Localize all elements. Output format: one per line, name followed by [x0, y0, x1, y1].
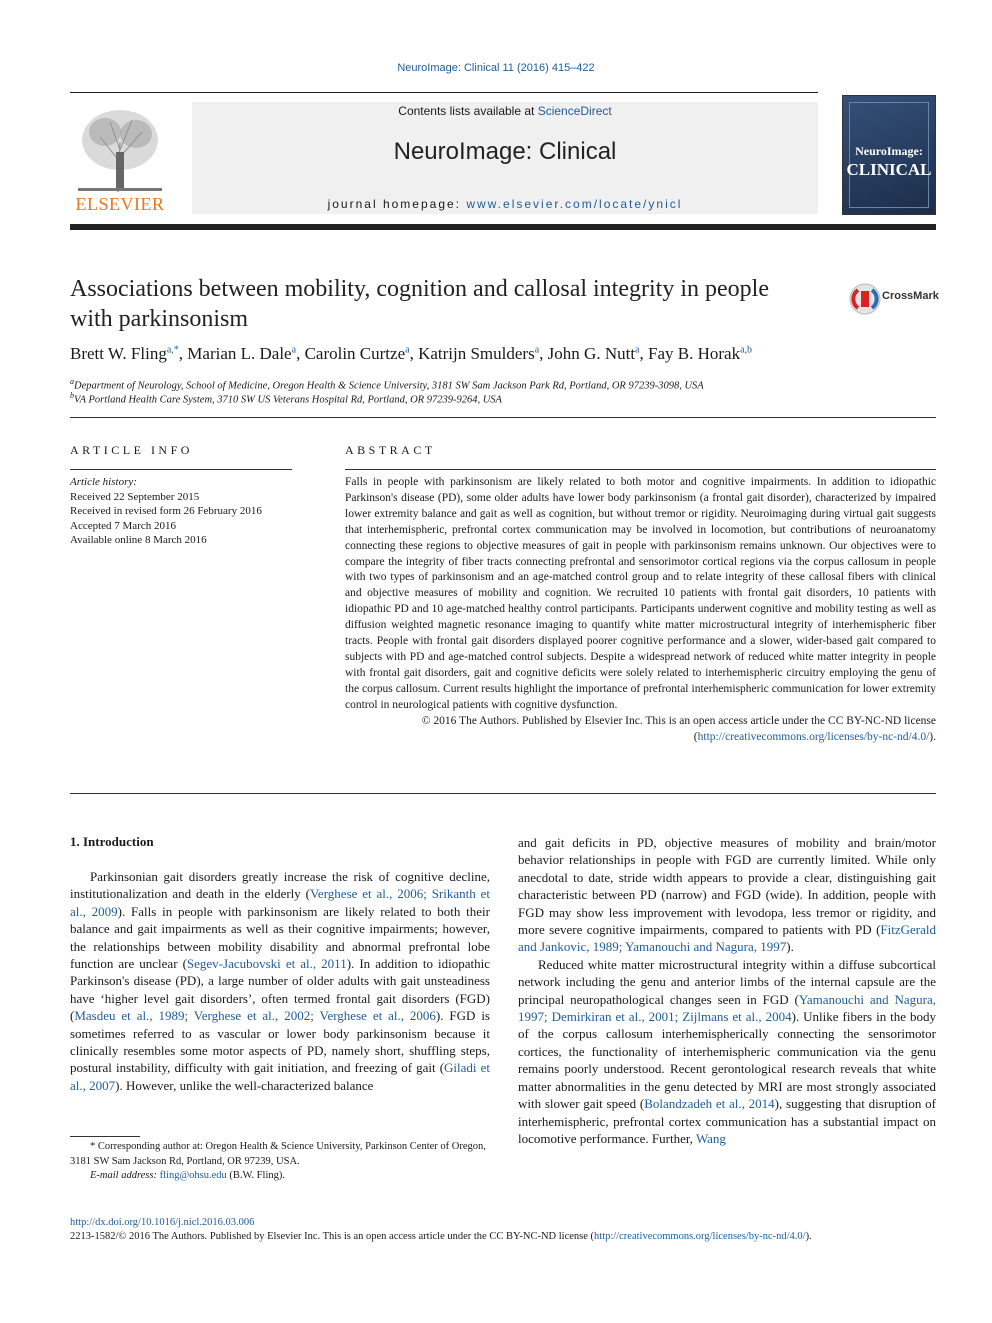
author-affiliation-mark[interactable]: a — [291, 344, 297, 356]
author-name[interactable]: Carolin Curtze — [304, 344, 406, 363]
intro-left-column — [70, 868, 490, 1094]
divider — [345, 469, 936, 470]
author-name[interactable]: Brett W. Fling — [70, 344, 167, 363]
citation-link[interactable]: Bolandzadeh et al., 2014 — [644, 1096, 775, 1112]
article-info-heading: ARTICLE INFO — [70, 443, 193, 457]
abstract-heading: ABSTRACT — [345, 443, 436, 457]
doi-link[interactable]: http://dx.doi.org/10.1016/j.nicl.2016.03.006 — [70, 1217, 255, 1228]
author-affiliation-mark[interactable]: a — [534, 344, 540, 356]
author-list: Brett W. Fling$^{a,*}$, Marian L. Dale$^a$, Carolin Curtze$^a$, Katrijn Smulders$^a$, John G. Nutt$^a$, Fay B. Horak$^{a,b}$ — [70, 344, 753, 363]
article-title: Associations between mobility, cognition and callosal integrity in people with parkinsonism — [70, 276, 769, 332]
citation-link[interactable]: Giladi et al., 2007 — [70, 1060, 490, 1093]
author-affiliation-mark[interactable]: a,b — [740, 344, 753, 356]
author-name[interactable]: Katrijn Smulders — [418, 344, 535, 363]
homepage-link[interactable]: www.elsevier.com/locate/ynicl — [466, 197, 683, 211]
sciencedirect-link[interactable]: ScienceDirect — [537, 104, 612, 118]
author-affiliation-mark[interactable]: a — [405, 344, 410, 356]
copyright-line: © 2016 The Authors. Published by Elsevier Inc. This is an open access article under the CC BY-NC-ND license (http://creativecommons.org/licenses/by-nc-nd/4.0/). — [421, 714, 936, 743]
author-name[interactable]: John G. Nutt — [547, 344, 636, 363]
divider — [70, 417, 936, 418]
email-link[interactable]: fling@ohsu.edu — [159, 1170, 227, 1181]
intro-paragraph: Reduced white matter microstructural integrity within a diffuse subcortical network including the genu and anterior limbs of the internal capsule are the principal neuropathological changes seen in FGD (Yamanouchi and Nagura, 1997; Demirkiran et al., 2001; Zijlmans et al., 2004). Unlike fibers in the body of the corpus callosum interhemispherically connecting the sensorimotor cortices, the functionality of interhemispheric communication via the genu remains poorly understood. Recent gerontological research reveals that white matter abnormalities in the genu detected by MRI are most strongly associated with slower gait speed (Bolandzadeh et al., 2014), suggesting that disruption of interhemispheric, prefrontal cortex communication has a substantial impact on locomotive performance. Further, Wang — [518, 956, 937, 1146]
citation-link[interactable]: Verghese et al., 2006; Srikanth et al., 2009 — [70, 886, 490, 919]
header-top-rule — [70, 92, 818, 93]
citation-link[interactable]: Masdeu et al., 1989; Verghese et al., 2002; Verghese et al., 2006 — [74, 1008, 436, 1024]
affiliation-b: $^b$VA Portland Health Care System, 3710 SW US Veterans Hospital Rd, Portland, OR 97239-9264, USA — [70, 391, 502, 406]
intro-right-column — [518, 834, 936, 1147]
page-footer: http://dx.doi.org/10.1016/j.nicl.2016.03.006 2213-1582/© 2016 The Authors. Published by Elsevier Inc. This is an open access article under the CC BY-NC-ND license (http://creativecommons.org/licenses/by-nc-nd/4.0/). — [70, 1217, 812, 1242]
journal-name: NeuroImage: Clinical — [393, 138, 617, 165]
crossmark-icon[interactable] — [848, 282, 882, 316]
author-affiliation-mark[interactable]: a,* — [166, 344, 179, 356]
abstract-text: Falls in people with parkinsonism are likely related to both motor and cognitive impairments. In addition to idiopathic Parkinson's disease (PD), some older adults have lower body parkinsonism (a frontal gait disorder), characterized by impaired lower extremity balance and gait as well as cognition, but without tremor or rigidity. Neuroimaging during virtual gait suggests that interhemispheric, prefrontal cortex communication may be involved in locomotion, but contributions of neuroanatomy connecting these regions to objective measures of gait in people with parkinsonism remains unknown. Our objectives were to compare the integrity of fiber tracts connecting prefrontal and sensorimotor cortical regions via the corpus callosum in people with two types of parkinsonism and an age-matched control group and to relate integrity of these callosal fibers with clinical and objective measures of mobility and cognition. We recruited 10 patients with frontal gait disorders, 10 patients with idiopathic PD and 10 age-matched healthy control participants. Participants underwent cognitive and mobility testing as well as diffusion weighted magnetic resonance imaging to quantify white matter microstructural integrity of interhemispheric fiber tracts. People with frontal gait disorders displayed poorer cognitive performance and a slower, wider-based gait compared to subjects with PD and age-matched control subjects. Despite a widespread network of reduced white matter integrity in people with frontal gait disorders, gait and cognitive deficits were solely related to interhemispheric circuitry employing the genu of the corpus callosum. Current results highlight the importance of prefrontal interhemispheric communication for lower extremity control in neurological patients with cognitive dysfunction. © 2016 The Authors. Published by Elsevier Inc. This is an open access article under the CC BY-NC-ND license (http://creativecommons.org/licenses/by-nc-nd/4.0/). — [345, 475, 936, 745]
citation-link[interactable]: Yamanouchi and Nagura, 1997; Demirkiran et al., 2001; Zijlmans et al., 2004 — [518, 991, 936, 1025]
author-name[interactable]: Fay B. Horak — [648, 344, 741, 363]
divider — [70, 793, 936, 794]
affiliation-a: $^a$Department of Neurology, School of Medicine, Oregon Health & Science University, 3181 SW Sam Jackson Park Rd, Portland, OR 97239-3098, USA — [70, 377, 704, 392]
divider — [70, 469, 292, 470]
citation-link[interactable]: FitzGerald and Jankovic, 1989; Yamanouchi and Nagura, 1997 — [518, 922, 936, 955]
elsevier-wordmark: ELSEVIER — [75, 194, 165, 214]
contents-line: Contents lists available at ScienceDirect — [398, 104, 612, 118]
footer-license-link[interactable]: http://creativecommons.org/licenses/by-nc-nd/4.0/ — [594, 1231, 806, 1242]
corresponding-author-footnote: * Corresponding author at: Oregon Health & Science University, Parkinson Center of Oregon, 3181 SW Sam Jackson Rd, Portland, OR 97239, USA. E-mail address: fling@ohsu.edu (B.W. Fling). — [70, 1141, 486, 1181]
footnote-rule — [70, 1136, 140, 1137]
license-link[interactable]: http://creativecommons.org/licenses/by-nc-nd/4.0/ — [697, 730, 930, 743]
citation-link[interactable]: Segev-Jacubovski et al., 2011 — [186, 956, 347, 972]
article-history: Article history: Received 22 September 2015 Received in revised form 26 February 2016 Accepted 7 March 2016 Available online 8 March 2016 — [70, 476, 262, 546]
journal-citation[interactable]: NeuroImage: Clinical 11 (2016) 415–422 — [397, 62, 595, 74]
journal-cover-image: NeuroImage: CLINICAL — [842, 95, 936, 215]
section-heading: 1. Introduction — [70, 834, 154, 849]
intro-paragraph: Parkinsonian gait disorders greatly increase the risk of cognitive decline, institutionalization and death in the elderly (Verghese et al., 2006; Srikanth et al., 2009). Falls in people with parkinsonism are likely related to both their balance and gait impairments as well as their cognitive impairments; however, the relationships between mobility disability and abnormal prefrontal lobe function are unclear (Segev-Jacubovski et al., 2011). In addition to idiopathic Parkinson's disease (PD), a large number of older adults with gait unsteadiness have ‘higher level gait disorders’, often termed frontal gait disorders (FGD) (Masdeu et al., 1989; Verghese et al., 2002; Verghese et al., 2006). FGD is sometimes referred to as vascular or lower body parkinsonism because it clinically resembles some motor aspects of PD, namely short, shuffling steps, postural instability, difficulty with gait initiation, and freezing of gait (Giladi et al., 2007). However, unlike the well-characterized balance — [70, 869, 490, 1093]
journal-homepage: journal homepage: www.elsevier.com/locate/ynicl — [327, 197, 683, 211]
author-name[interactable]: Marian L. Dale — [187, 344, 292, 363]
header-divider — [70, 224, 936, 230]
intro-paragraph: and gait deficits in PD, objective measures of mobility and brain/motor behavior relationships in people with FGD are currently limited. While only anecdotal to date, stride width appears to provide a clear, distinguishing gait characteristic between PD (narrow) and FGD (wide). In addition, people with FGD may show less improvement with levodopa, less tremor or rigidity, and more severe cognitive impairments, compared to patients with PD (FitzGerald and Jankovic, 1989; Yamanouchi and Nagura, 1997). — [518, 835, 936, 955]
crossmark-label[interactable]: CrossMark — [882, 290, 939, 302]
author-affiliation-mark[interactable]: a — [635, 344, 640, 356]
citation-link[interactable]: Wang — [695, 1130, 726, 1146]
